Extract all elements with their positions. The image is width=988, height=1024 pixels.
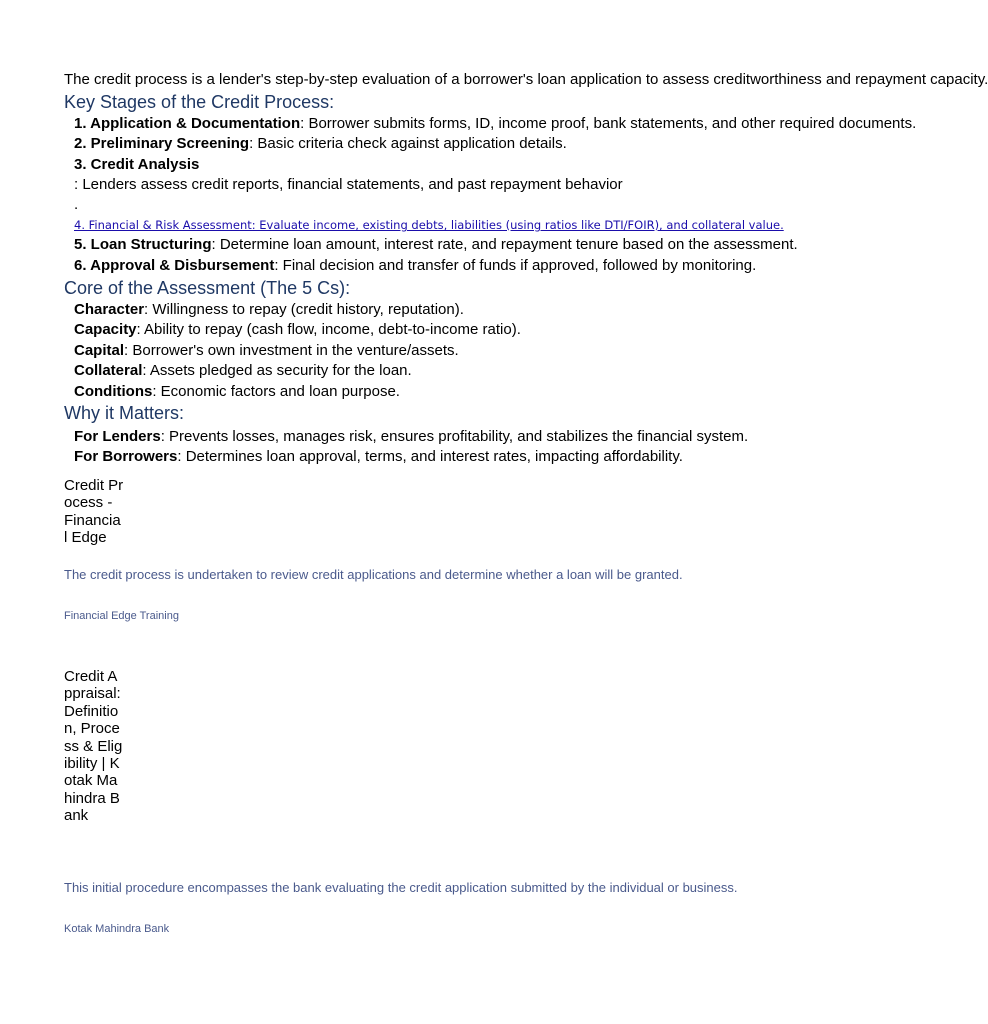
c-item [74, 300, 668, 320]
stage-4-link[interactable]: 4. Financial & Risk Assessment: Evaluate income, existing debts, liabilities (using ratios like DTI/FOIR), and collateral value. [74, 218, 784, 232]
stage-item [74, 235, 798, 255]
c-item [74, 320, 668, 340]
five-cs-heading: Core of the Assessment (The 5 Cs): [64, 278, 351, 298]
stage-item [74, 114, 917, 134]
stage-title: 6. Approval & Disbursement [74, 257, 275, 274]
c-text: : Assets pledged as security for the loan. [142, 362, 412, 379]
stage-text: : Borrower submits forms, ID, income proof, bank statements, and other required documents. [300, 115, 917, 132]
stage-item [74, 134, 668, 154]
stage-title: 2. Preliminary Screening [74, 135, 250, 152]
c-text: : Ability to repay (cash flow, income, debt-to-income ratio). [136, 321, 521, 338]
stage-text: : Basic criteria check against application details. [249, 135, 567, 152]
c-title: Character [74, 301, 145, 318]
c-item [74, 382, 668, 402]
c-title: Capital [74, 342, 125, 359]
stages-heading: Key Stages of the Credit Process: [64, 92, 335, 112]
c-title: Conditions [74, 383, 153, 400]
source-snippet: This initial procedure encompasses the bank evaluating the credit application submitted by the individual or business. [64, 880, 738, 895]
stage-item [74, 155, 668, 175]
stage-text: : Determine loan amount, interest rate, and repayment tenure based on the assessment. [211, 236, 798, 253]
c-title: Collateral [74, 362, 143, 379]
c-text: : Willingness to repay (credit history, reputation). [144, 301, 464, 318]
c-item [74, 361, 668, 381]
stage-title: 1. Application & Documentation [74, 115, 301, 132]
source-name[interactable]: Financial Edge Training [64, 610, 179, 622]
source-title[interactable]: Credit Appraisal: Definition, Process & Eligibility | Kotak Mahindra Bank [64, 668, 123, 825]
stage-title: 3. Credit Analysis [74, 156, 200, 173]
c-item [74, 341, 668, 361]
why-title: For Lenders [74, 428, 161, 445]
c-text: : Economic factors and loan purpose. [152, 383, 400, 400]
source-snippet: The credit process is undertaken to review credit applications and determine whether a loan will be granted. [64, 567, 683, 582]
why-heading: Why it Matters: [64, 403, 185, 423]
c-title: Capacity [74, 321, 137, 338]
stage-title: 5. Loan Structuring [74, 236, 212, 253]
why-text: : Determines loan approval, terms, and interest rates, impacting affordability. [177, 448, 683, 465]
stage-3-dot: . [74, 196, 79, 213]
intro-paragraph: The credit process is a lender's step-by-step evaluation of a borrower's loan application to assess creditworthiness and repayment capacity. [64, 71, 988, 88]
why-item [74, 447, 683, 467]
source-title[interactable]: Credit Process - Financial Edge [64, 477, 124, 547]
why-title: For Borrowers [74, 448, 178, 465]
why-item [74, 427, 749, 447]
stage-item [74, 256, 757, 276]
why-text: : Prevents losses, manages risk, ensures profitability, and stabilizes the financial system. [160, 428, 749, 445]
stage-text: : Final decision and transfer of funds if approved, followed by monitoring. [274, 257, 757, 274]
stage-3-detail: : Lenders assess credit reports, financial statements, and past repayment behavior [74, 176, 623, 193]
source-name[interactable]: Kotak Mahindra Bank [64, 923, 170, 935]
c-text: : Borrower's own investment in the venture/assets. [124, 342, 459, 359]
